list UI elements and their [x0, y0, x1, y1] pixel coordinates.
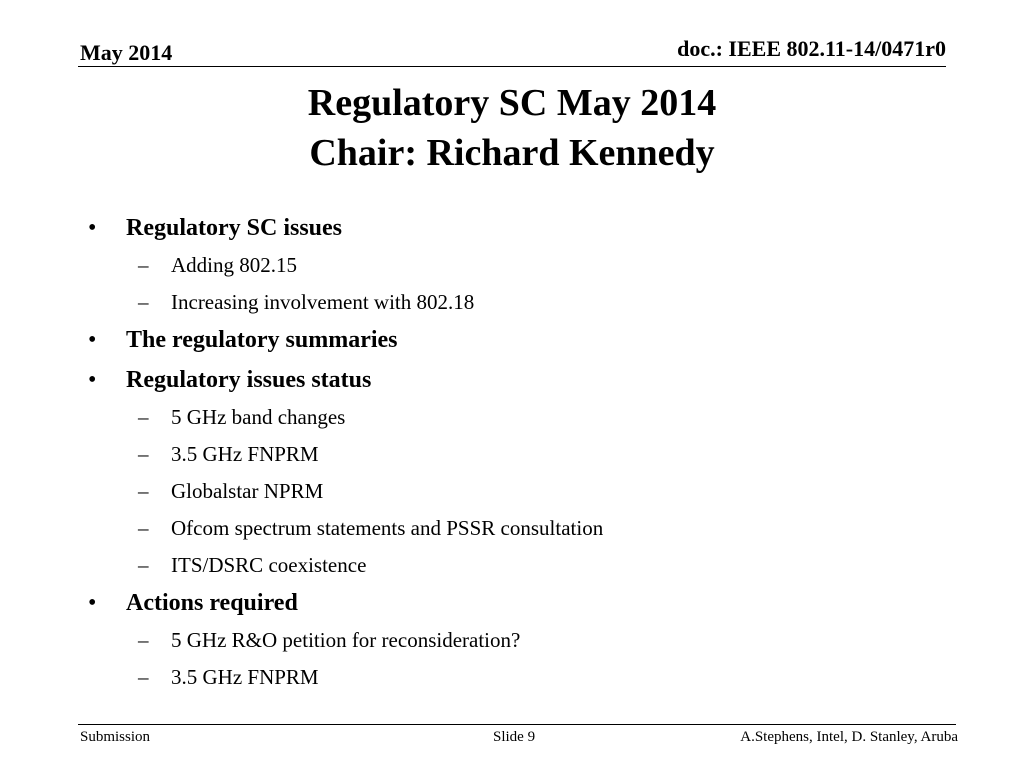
bullet-text: Regulatory issues status — [126, 367, 372, 393]
bullet-marker: • — [88, 590, 97, 616]
bullet-text: Actions required — [126, 590, 298, 616]
footer-divider — [78, 724, 956, 725]
footer-submission: Submission — [80, 729, 151, 745]
header-date: May 2014 — [80, 40, 173, 65]
bullet-item — [88, 588, 948, 618]
bullet-text: Regulatory SC issues — [126, 215, 343, 241]
bullet-item — [88, 325, 948, 355]
sub-bullet-item — [88, 552, 948, 578]
sub-bullet-item — [88, 664, 948, 690]
sub-bullet-text: ITS/DSRC coexistence — [171, 553, 367, 577]
sub-bullet-text: 3.5 GHz FNPRM — [171, 442, 319, 466]
sub-bullet-item — [88, 289, 948, 315]
sub-bullet-text: Globalstar NPRM — [171, 479, 324, 503]
bullet-marker: • — [88, 367, 97, 393]
dash-marker: – — [138, 442, 149, 466]
sub-bullet-text: 3.5 GHz FNPRM — [171, 665, 319, 689]
bullet-item — [88, 365, 948, 395]
sub-bullet-text: Adding 802.15 — [171, 253, 297, 277]
slide-title — [0, 78, 1024, 178]
bullet-text: The regulatory summaries — [126, 327, 398, 353]
dash-marker: – — [138, 516, 149, 540]
dash-marker: – — [138, 479, 149, 503]
header-divider — [78, 66, 946, 67]
header-doc-id: doc.: IEEE 802.11-14/0471r0 — [677, 36, 946, 61]
dash-marker: – — [138, 628, 149, 652]
sub-bullet-item — [88, 478, 948, 504]
sub-bullet-text: 5 GHz R&O petition for reconsideration? — [171, 628, 521, 652]
sub-bullet-item — [88, 252, 948, 278]
sub-bullet-text: Ofcom spectrum statements and PSSR consultation — [171, 516, 604, 540]
dash-marker: – — [138, 405, 149, 429]
sub-bullet-text: Increasing involvement with 802.18 — [171, 290, 475, 314]
sub-bullet-item — [88, 441, 948, 467]
footer-slide-number: Slide 9 — [493, 729, 536, 745]
slide-body — [88, 210, 948, 690]
dash-marker: – — [138, 290, 149, 314]
sub-bullet-item — [88, 404, 948, 430]
dash-marker: – — [138, 253, 149, 277]
dash-marker: – — [138, 553, 149, 577]
bullet-item — [88, 213, 948, 243]
bullet-marker: • — [88, 215, 97, 241]
sub-bullet-item — [88, 627, 948, 653]
bullet-marker: • — [88, 327, 97, 353]
slide-title-line-2: Chair: Richard Kennedy — [309, 132, 715, 174]
sub-bullet-item — [88, 515, 948, 541]
footer-authors: A.Stephens, Intel, D. Stanley, Aruba — [740, 729, 958, 745]
dash-marker: – — [138, 665, 149, 689]
slide-title-line-1: Regulatory SC May 2014 — [307, 82, 717, 124]
sub-bullet-text: 5 GHz band changes — [171, 405, 346, 429]
